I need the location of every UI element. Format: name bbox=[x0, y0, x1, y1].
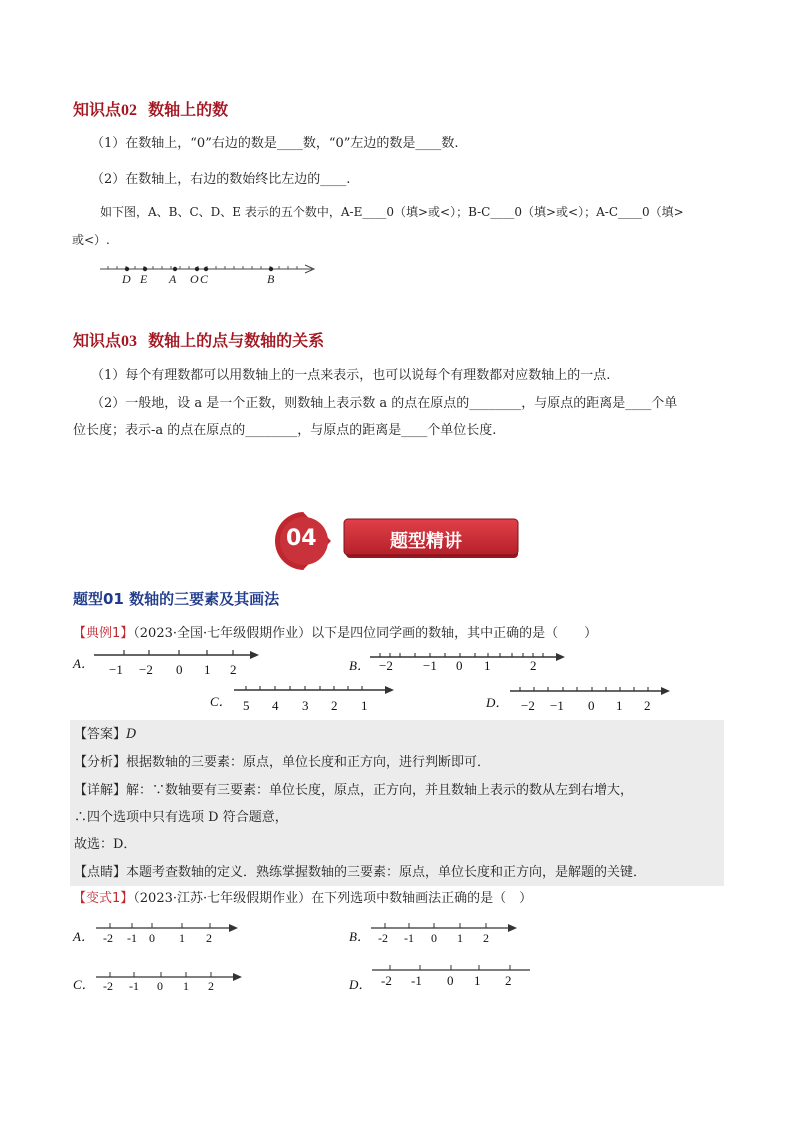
variant-B-tick-2: 0 bbox=[431, 931, 437, 945]
point-O bbox=[195, 267, 199, 271]
variant-D-tick-2: 0 bbox=[447, 973, 454, 988]
kp03-line3: 位长度；表示-a 的点在原点的________，与原点的距离是____个单位长度. bbox=[73, 423, 497, 438]
example-B-tick-4: 2 bbox=[530, 658, 537, 673]
kp03-line1: （1）每个有理数都可以用数轴上的一点来表示，也可以说每个有理数都对应数轴上的一点. bbox=[91, 368, 611, 383]
example-D-tick-1: −1 bbox=[550, 698, 564, 713]
kp02-line1: （1）在数轴上，“0”右边的数是____数，“0”左边的数是____数. bbox=[91, 136, 459, 151]
variant1-stem: 【变式1】（2023·江苏·七年级假期作业）在下列选项中数轴画法正确的是（ ） bbox=[73, 891, 533, 906]
variant-option-A-label: A． bbox=[73, 929, 94, 944]
variant-option-D-label: D． bbox=[349, 977, 372, 992]
example-D-tick-3: 1 bbox=[616, 698, 623, 713]
variant-A-tick-4: 2 bbox=[206, 931, 212, 945]
variant-B-tick-4: 2 bbox=[483, 931, 489, 945]
example-C-tick-2: 3 bbox=[302, 698, 309, 713]
example-D-tick-2: 0 bbox=[588, 698, 595, 713]
example-C-tick-1: 4 bbox=[272, 698, 279, 713]
answer-line: 【答案】D bbox=[74, 727, 137, 742]
variant-option-A-axis bbox=[96, 920, 240, 934]
points-number-line bbox=[98, 260, 322, 278]
example-C-tick-3: 2 bbox=[331, 698, 338, 713]
variant-D-tick-4: 2 bbox=[505, 973, 512, 988]
example-B-tick-2: 0 bbox=[456, 658, 463, 673]
variant-B-tick-3: 1 bbox=[457, 931, 463, 945]
example-A-tick-1: −2 bbox=[139, 662, 153, 677]
point-label-B: B bbox=[267, 272, 275, 286]
variant-C-tick-2: 0 bbox=[157, 979, 163, 993]
point-label-A: A bbox=[169, 272, 177, 286]
kp02-title: 知识点02 数轴上的数 bbox=[73, 100, 229, 119]
example-option-C-label: C． bbox=[210, 694, 232, 709]
variant-option-C-axis bbox=[96, 970, 244, 984]
variant-D-tick-0: -2 bbox=[381, 973, 392, 988]
variant-C-tick-1: -1 bbox=[129, 979, 139, 993]
example-A-tick-4: 2 bbox=[230, 662, 237, 677]
kp02-line2: （2）在数轴上，右边的数始终比左边的____. bbox=[91, 172, 351, 187]
example-A-tick-0: −1 bbox=[109, 662, 123, 677]
example-option-D-axis bbox=[510, 683, 672, 699]
analysis-line: 【分析】根据数轴的三要素：原点，单位长度和正方向，进行判断即可． bbox=[74, 755, 491, 770]
example-A-tick-3: 1 bbox=[204, 662, 211, 677]
point-A bbox=[173, 267, 177, 271]
variant-D-tick-1: -1 bbox=[411, 973, 422, 988]
example-A-tick-2: 0 bbox=[176, 662, 183, 677]
detail-line: 【详解】解：∵数轴要有三要素：单位长度，原点，正方向，并且数轴上表示的数从左到右增大， bbox=[74, 783, 634, 798]
kp02-line4: 或<）. bbox=[72, 233, 110, 247]
example-D-tick-4: 2 bbox=[644, 698, 651, 713]
detail-line-2: ∴四个选项中只有选项 D 符合题意， bbox=[74, 810, 288, 825]
example-option-A-axis bbox=[94, 646, 260, 662]
variant-A-tick-1: -1 bbox=[127, 931, 137, 945]
example-option-D-label: D． bbox=[486, 695, 509, 710]
example-option-B-axis bbox=[370, 649, 566, 665]
example1-stem: 【典例1】（2023·全国·七年级假期作业）以下是四位同学画的数轴，其中正确的是（ ） bbox=[73, 626, 598, 641]
example-C-tick-0: 5 bbox=[243, 698, 250, 713]
variant-D-tick-3: 1 bbox=[474, 973, 481, 988]
variant-A-tick-2: 0 bbox=[149, 931, 155, 945]
point-label-D: D bbox=[122, 272, 131, 286]
point-B bbox=[269, 267, 273, 271]
banner-number: 04 bbox=[286, 526, 317, 551]
variant-C-tick-4: 2 bbox=[208, 979, 214, 993]
kp02-line3: 如下图，A、B、C、D、E 表示的五个数中，A-E____0（填>或<）；B-C____0（填>或<）；A-C____0（填> bbox=[100, 205, 684, 219]
variant-option-C-label: C． bbox=[73, 977, 95, 992]
point-label-E: E bbox=[140, 272, 148, 286]
example-B-tick-0: −2 bbox=[379, 658, 393, 673]
variant-A-tick-3: 1 bbox=[179, 931, 185, 945]
comment-line: 【点睛】本题考查数轴的定义．熟练掌握数轴的三要素：原点，单位长度和正方向，是解题的关键． bbox=[74, 865, 647, 880]
kp03-title: 知识点03 数轴上的点与数轴的关系 bbox=[73, 331, 325, 350]
variant-B-tick-1: -1 bbox=[404, 931, 414, 945]
kp03-line2: （2）一般地，设 a 是一个正数，则数轴上表示数 a 的点在原点的________，与原点的距离是____个单 bbox=[91, 396, 678, 411]
point-label-C: C bbox=[200, 272, 209, 286]
variant-C-tick-0: -2 bbox=[103, 979, 113, 993]
variant-option-B-label: B． bbox=[349, 929, 370, 944]
detail-line-3: 故选：D． bbox=[74, 837, 137, 852]
example-B-tick-3: 1 bbox=[484, 658, 491, 673]
point-C bbox=[204, 267, 208, 271]
example-option-C-axis bbox=[234, 682, 396, 698]
example-B-tick-1: −1 bbox=[423, 658, 437, 673]
variant-B-tick-0: -2 bbox=[378, 931, 388, 945]
type01-title: 题型01 数轴的三要素及其画法 bbox=[73, 590, 280, 608]
example-option-A-label: A． bbox=[73, 656, 94, 671]
point-E bbox=[143, 267, 147, 271]
variant-option-B-axis bbox=[371, 920, 519, 934]
example-C-tick-4: 1 bbox=[361, 698, 368, 713]
banner-label: 题型精讲 bbox=[390, 531, 462, 552]
example-option-B-label: B． bbox=[349, 658, 370, 673]
example-D-tick-0: −2 bbox=[521, 698, 535, 713]
variant-A-tick-0: -2 bbox=[103, 931, 113, 945]
point-label-O: O bbox=[190, 272, 199, 286]
point-D bbox=[125, 267, 129, 271]
variant-C-tick-3: 1 bbox=[183, 979, 189, 993]
